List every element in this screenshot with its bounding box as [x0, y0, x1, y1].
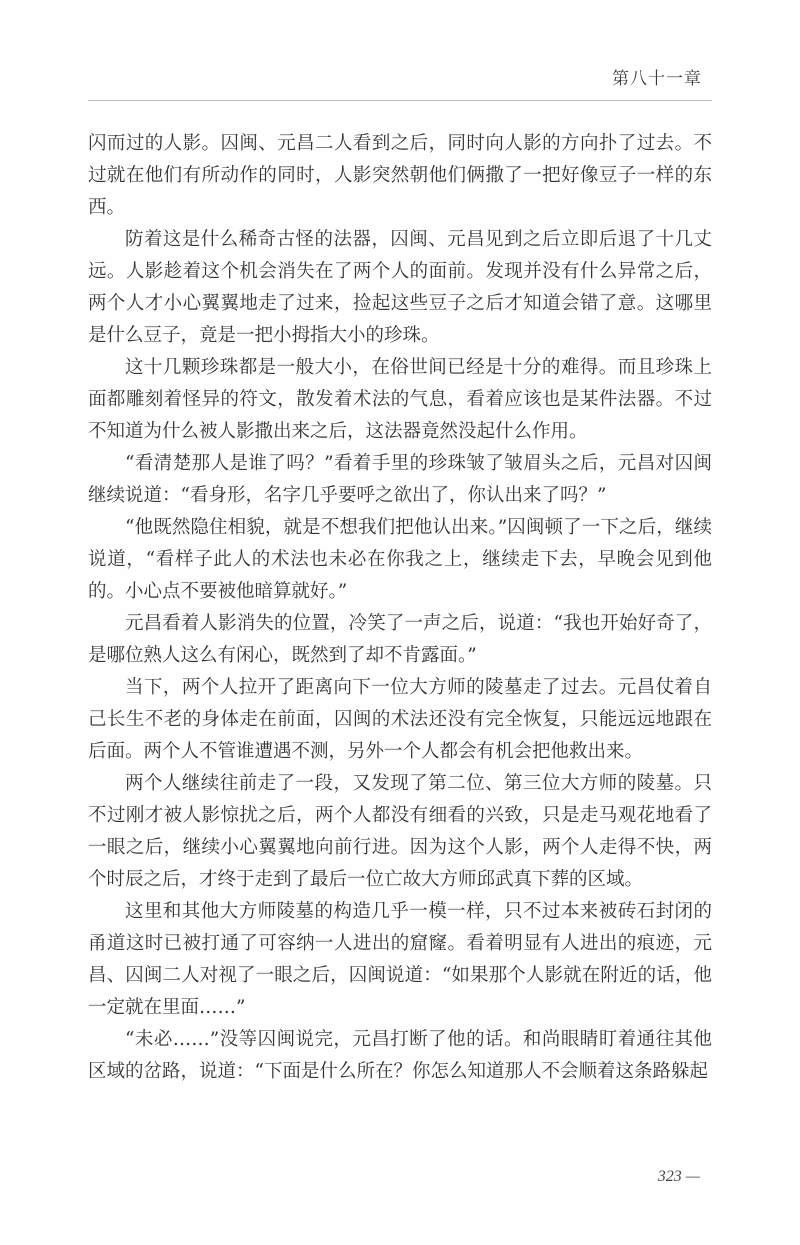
paragraph: 两个人继续往前走了一段，又发现了第二位、第三位大方师的陵墓。只不过刚才被人影惊扰之后，两个人都没有细看的兴致，只是走马观花地看了一眼之后，继续小心翼翼地向前行进。因为这个人影，两个人走得不快，两个时辰之后，才终于走到了最后一位亡故大方师邱武真下葬的区域。: [88, 773, 712, 890]
page-number: 323 —: [657, 1168, 700, 1185]
running-head-chapter-title: 第八十一章: [612, 69, 702, 89]
paragraph-continued: 闪而过的人影。囚闽、元昌二人看到之后，同时向人影的方向扑了过去。不过就在他们有所动作的同时，人影突然朝他们俩撒了一把好像豆子一样的东西。: [88, 133, 712, 218]
paragraph: “他既然隐住相貌，就是不想我们把他认出来。”囚闽顿了一下之后，继续说道，“看样子此人的术法也未必在你我之上，继续走下去，早晚会见到他的。小心点不要被他暗算就好。”: [88, 517, 712, 602]
body-text: [88, 128, 712, 1088]
paragraph: 元昌看着人影消失的位置，冷笑了一声之后，说道：“我也开始好奇了，是哪位熟人这么有闲心，既然到了却不肯露面。”: [88, 613, 712, 666]
paragraph: 防着这是什么稀奇古怪的法器，囚闽、元昌见到之后立即后退了十几丈远。人影趁着这个机会消失在了两个人的面前。发现并没有什么异常之后，两个人才小心翼翼地走了过来，捡起这些豆子之后才知道会错了意。这哪里是什么豆子，竟是一把小拇指大小的珍珠。: [88, 229, 712, 346]
paragraph: 这里和其他大方师陵墓的构造几乎一模一样，只不过本来被砖石封闭的甬道这时已被打通了可容纳一人进出的窟窿。看着明显有人进出的痕迹，元昌、囚闽二人对视了一眼之后，囚闽说道：“如果那个人影就在附近的话，他一定就在里面……”: [88, 901, 712, 1018]
paragraph: 当下，两个人拉开了距离向下一位大方师的陵墓走了过去。元昌仗着自己长生不老的身体走在前面，囚闽的术法还没有完全恢复，只能远远地跟在后面。两个人不管谁遭遇不测，另外一个人都会有机会把他救出来。: [88, 677, 712, 762]
paragraph: “看清楚那人是谁了吗？”看着手里的珍珠皱了皱眉头之后，元昌对囚闽继续说道：“看身形，名字几乎要呼之欲出了，你认出来了吗？”: [88, 453, 712, 506]
header-rule: [88, 100, 712, 101]
paragraph: 这十几颗珍珠都是一般大小，在俗世间已经是十分的难得。而且珍珠上面都雕刻着怪异的符文，散发着术法的气息，看着应该也是某件法器。不过不知道为什么被人影撒出来之后，这法器竟然没起什么作用。: [88, 357, 712, 442]
paragraph: “未必……”没等囚闽说完，元昌打断了他的话。和尚眼睛盯着通往其他区域的岔路，说道：“下面是什么所在？你怎么知道那人不会顺着这条路躲起: [88, 1029, 712, 1082]
